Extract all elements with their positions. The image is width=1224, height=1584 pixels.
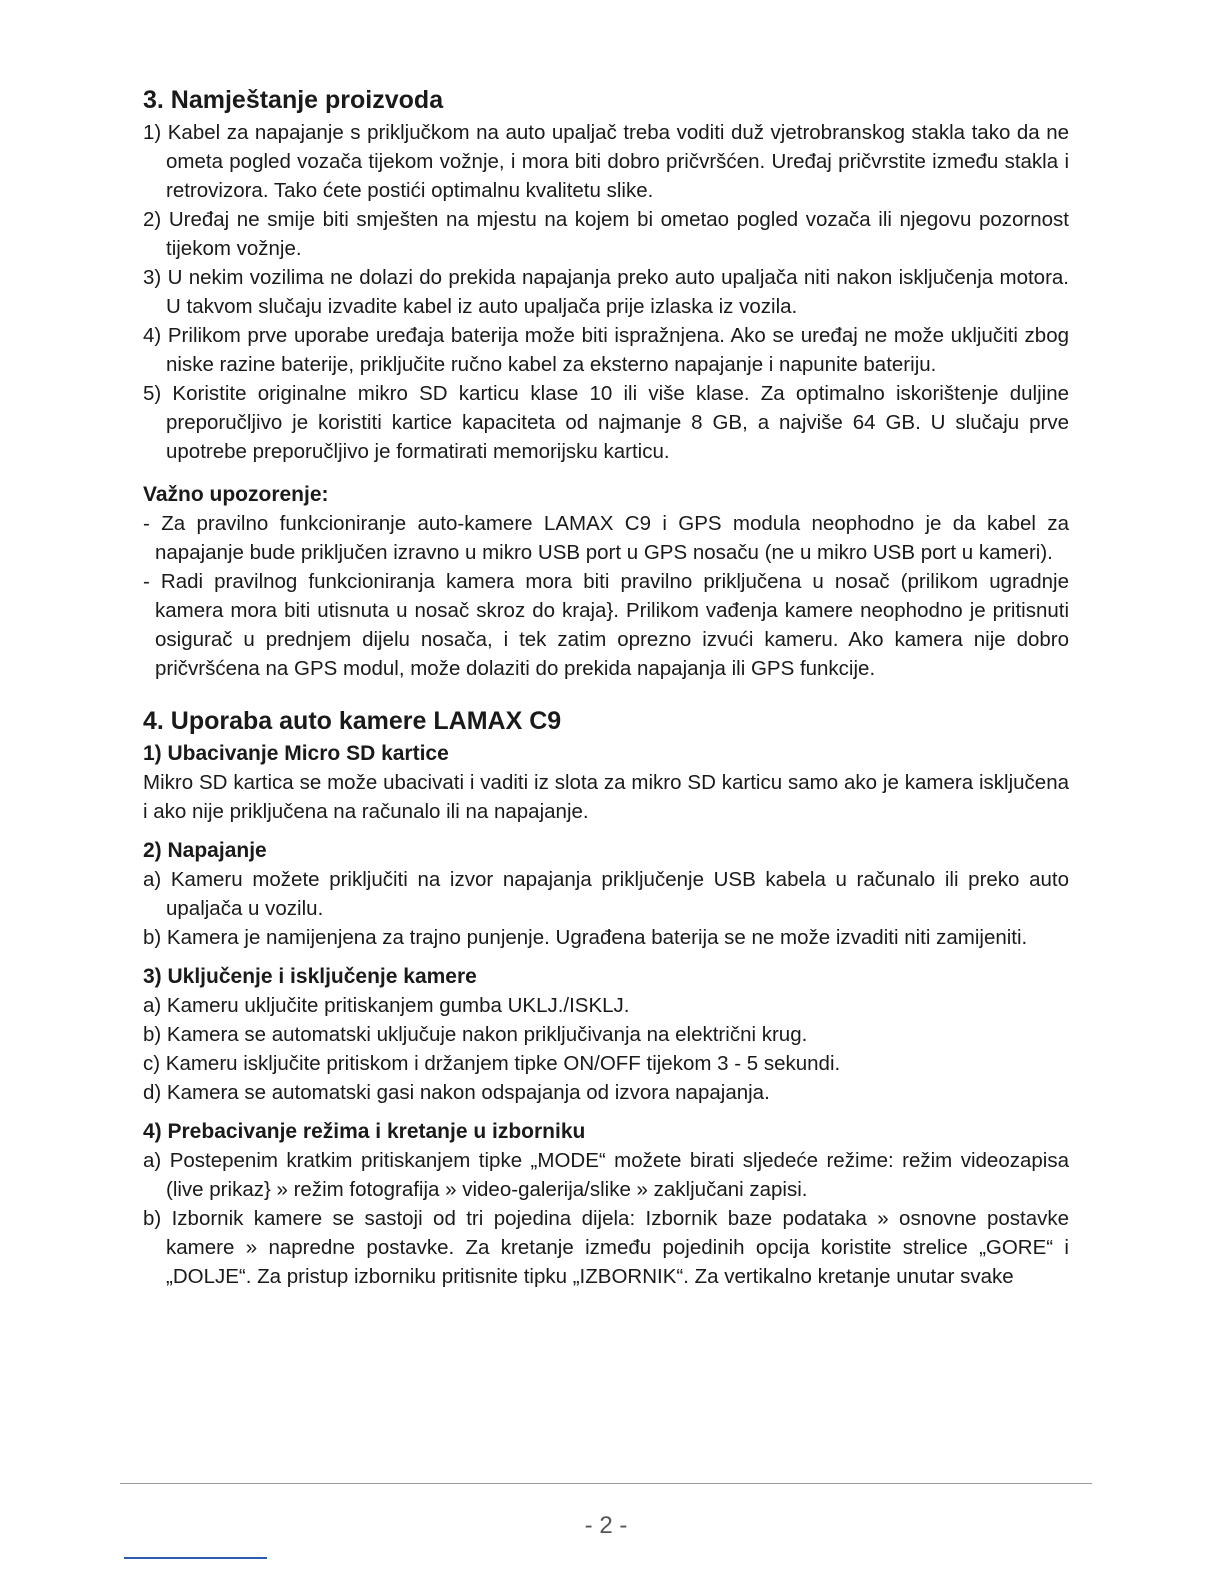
power-on-off-list xyxy=(143,991,1069,1107)
document-page xyxy=(143,84,1069,1291)
list-item: b) Kamera se automatski uključuje nakon priključivanja na električni krug. xyxy=(143,1023,808,1046)
list-item: b) Kamera je namijenjena za trajno punjenje. Ugrađena baterija se ne može izvaditi niti zamijeniti. xyxy=(143,926,1028,949)
list-item: c) Kameru isključite pritiskom i držanjem tipke ON/OFF tijekom 3 - 5 sekundi. xyxy=(143,1052,841,1075)
list-item: - Za pravilno funkcioniranje auto-kamere LAMAX C9 i GPS modula neophodno je da kabel za napajanje bude priključen izravno u mikro USB port u GPS nosaču (ne u mikro USB port u kameri). xyxy=(143,512,1069,564)
spacer xyxy=(143,683,1069,705)
subsection-heading: 1) Ubacivanje Micro SD kartice xyxy=(143,742,449,765)
paragraph: Mikro SD kartica se može ubacivati i vaditi iz slota za mikro SD karticu samo ako je kamera isključena i ako nije priključena na računalo ili na napajanje. xyxy=(143,771,1069,823)
spacer xyxy=(143,466,1069,480)
section-3-heading: 3. Namještanje proizvoda xyxy=(143,86,444,114)
list-item: - Radi pravilnog funkcioniranja kamera mora biti pravilno priključena u nosač (prilikom ugradnje kamera mora biti utisnuta u nosač skroz do kraja}. Prilikom vađenja kamere neophodno je pritisnuti osigurač u prednjem dijelu nosača, i tek zatim oprezno izvući kameru. Ako kamera nije dobro pričvršćena na GPS modul, može dolaziti do prekida napajanja ili GPS funkcije. xyxy=(143,570,1069,680)
bottom-accent-line xyxy=(124,1557,267,1559)
spacer xyxy=(143,1107,1069,1117)
subsection-heading: 3) Uključenje i isključenje kamere xyxy=(143,965,477,988)
list-item: 5) Koristite originalne mikro SD karticu klase 10 ili više klase. Za optimalno iskorištenje duljine preporučljivo je koristiti kartice kapaciteta od najmanje 8 GB, a najviše 64 GB. U slučaju prve upotrebe preporučljivo je formatirati memorijsku karticu. xyxy=(143,382,1069,463)
mode-menu-list xyxy=(143,1146,1069,1291)
list-item: b) Izbornik kamere se sastoji od tri pojedina dijela: Izbornik baze podataka » osnovne postavke kamere » napredne postavke. Za kretanje između pojedinih opcija koristite strelice „GORE“ i „DOLJE“. Za pristup izborniku pritisnite tipku „IZBORNIK“. Za vertikalno kretanje unutar svake xyxy=(143,1207,1069,1288)
warning-list xyxy=(143,509,1069,683)
list-item: a) Postepenim kratkim pritiskanjem tipke „MODE“ možete birati sljedeće režime: režim videozapisa (live prikaz} » režim fotografija » video-galerija/slike » zaključani zapisi. xyxy=(143,1149,1069,1201)
list-item: 3) U nekim vozilima ne dolazi do prekida napajanja preko auto upaljača niti nakon isključenja motora. U takvom slučaju izvadite kabel iz auto upaljača prije izlaska iz vozila. xyxy=(143,266,1069,318)
section-3-list xyxy=(143,118,1069,466)
section-4-heading: 4. Uporaba auto kamere LAMAX C9 xyxy=(143,707,562,735)
list-item: 1) Kabel za napajanje s priključkom na auto upaljač treba voditi duž vjetrobranskog stakla tako da ne ometa pogled vozača tijekom vožnje, i mora biti dobro pričvršćen. Uređaj pričvrstite između stakla i retrovizora. Tako ćete postići optimalnu kvalitetu slike. xyxy=(143,121,1069,202)
page-number: - 2 - xyxy=(584,1512,628,1539)
napajanje-list xyxy=(143,865,1069,952)
subsection-heading: 2) Napajanje xyxy=(143,839,267,862)
list-item: d) Kamera se automatski gasi nakon odspajanja od izvora napajanja. xyxy=(143,1081,770,1104)
list-item: a) Kameru uključite pritiskanjem gumba UKLJ./ISKLJ. xyxy=(143,994,630,1017)
spacer xyxy=(143,952,1069,962)
warning-heading: Važno upozorenje: xyxy=(143,483,329,506)
footer-divider xyxy=(120,1483,1092,1484)
list-item: a) Kameru možete priključiti na izvor napajanja priključenje USB kabela u računalo ili preko auto upaljača u vozilu. xyxy=(143,868,1069,920)
list-item: 4) Prilikom prve uporabe uređaja baterija može biti ispražnjena. Ako se uređaj ne može uključiti zbog niske razine baterije, priključite ručno kabel za eksterno napajanje i napunite bateriju. xyxy=(143,324,1069,376)
subsection-heading: 4) Prebacivanje režima i kretanje u izborniku xyxy=(143,1120,586,1143)
list-item: 2) Uređaj ne smije biti smješten na mjestu na kojem bi ometao pogled vozača ili njegovu pozornost tijekom vožnje. xyxy=(143,208,1069,260)
spacer xyxy=(143,826,1069,836)
